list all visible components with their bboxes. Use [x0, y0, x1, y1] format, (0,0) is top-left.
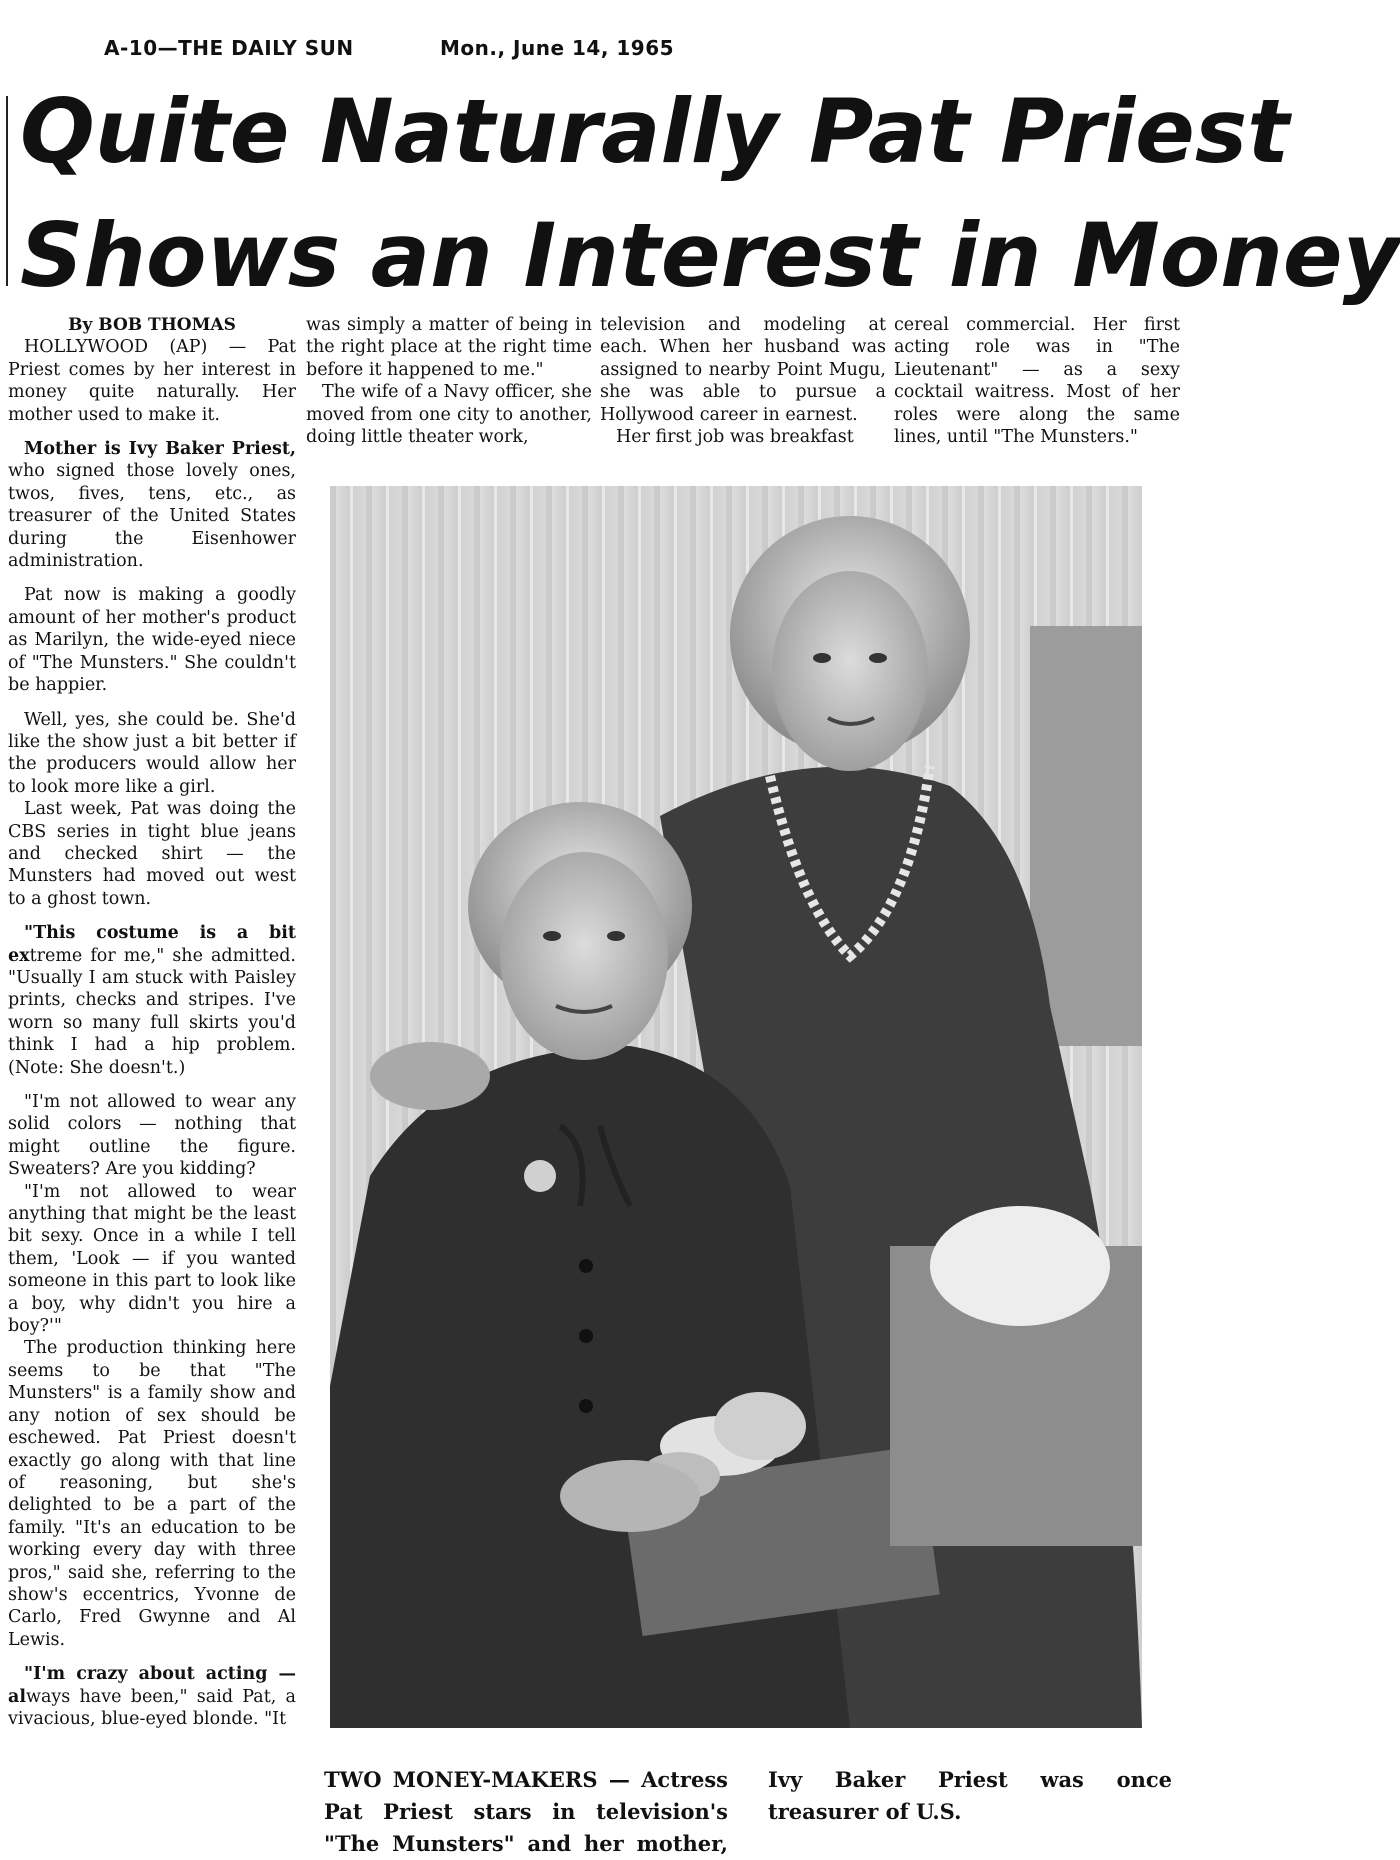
issue-date: Mon., June 14, 1965 — [440, 36, 675, 60]
paragraph: Mother is Ivy Baker Priest, who signed those lovely ones, twos, fives, tens, etc., as treasurer of the United States during the Eisenhower administration. — [8, 439, 296, 572]
hand-on-gift — [560, 1460, 700, 1532]
photo-illustration — [330, 486, 1142, 1728]
photo-caption: TWO MONEY-MAKERS — Actress Pat Priest stars in television's "The Munsters" and her mother, Ivy Baker Priest was once treasurer of U.S. — [324, 1767, 1172, 1856]
paragraph: HOLLYWOOD (AP) — Pat Priest comes by her interest in money quite naturally. Her mother used to make it. — [8, 337, 296, 425]
article-column-4 — [894, 314, 1180, 448]
paragraph: Last week, Pat was doing the CBS series in tight blue jeans and checked shirt — the Munsters had moved out west to a ghost town. — [8, 799, 296, 909]
second-gift-bow — [930, 1206, 1110, 1326]
photograph — [330, 486, 1142, 1728]
article-column-3 — [600, 314, 886, 448]
article-column-2 — [306, 314, 592, 448]
paragraph: "I'm not allowed to wear any solid colors — nothing that might outline the figure. Sweaters? Are you kidding? — [8, 1092, 296, 1180]
column-rule — [6, 96, 8, 286]
byline: By BOB THOMAS — [68, 315, 236, 335]
paragraph: was simply a matter of being in the right place at the right time before it happened to me." — [306, 315, 592, 380]
masthead — [104, 36, 675, 60]
brooch — [524, 1160, 556, 1192]
paragraph: Her first job was breakfast — [616, 427, 854, 448]
paragraph: "I'm not allowed to wear anything that might be the least bit sexy. Once in a while I tell them, 'Look — if you wanted someone in this part to look like a boy, why didn't you hire a boy?'" — [8, 1181, 296, 1337]
paragraph: The wife of a Navy officer, she moved from one city to another, doing little theater work, — [306, 382, 592, 448]
paragraph: "This costume is a bit extreme for me," she admitted. "Usually I am stuck with Paisley prints, checks and stripes. I've worn so many full skirts you'd think I had a hip problem. (Note: She doesn't.) — [8, 923, 296, 1078]
paragraph: The production thinking here seems to be that "The Munsters" is a family show and any notion of sex should be eschewed. Pat Priest doesn't exactly go along with that line of reasoning, but she's delighted to be a part of the family. "It's an education to be working every day with three pros," said she, referring to the show's eccentrics, Yvonne de Carlo, Fred Gwynne and Al Lewis. — [8, 1338, 296, 1650]
article-column-1 — [8, 314, 296, 1730]
paragraph: cereal commercial. Her first acting role was in "The Lieutenant" — as a sexy cocktail waitress. Most of her roles were along the same lines, until "The Munsters." — [894, 315, 1180, 448]
headline-line-1: Quite Naturally Pat Priest — [20, 80, 1290, 183]
chair-back — [1030, 626, 1142, 1046]
seated-woman-face — [500, 852, 668, 1060]
paragraph: television and modeling at each. When her husband was assigned to nearby Point Mugu, she was able to pursue a Hollywood career in earnest. — [600, 315, 886, 425]
seated-woman-dress — [330, 1046, 850, 1728]
paragraph: "I'm crazy about acting — always have been," said Pat, a vivacious, blue-eyed blonde. "It — [8, 1664, 296, 1729]
page-folio: A-10—THE DAILY SUN — [104, 36, 354, 60]
hand-on-shoulder — [370, 1042, 490, 1110]
standing-woman-face — [772, 571, 928, 771]
paragraph: Well, yes, she could be. She'd like the show just a bit better if the producers would allow her to look more like a girl. — [8, 709, 296, 797]
headline-line-2: Shows an Interest in Money — [20, 204, 1400, 307]
paragraph: Pat now is making a goodly amount of her mother's product as Marilyn, the wide-eyed niece of "The Munsters." She couldn't be happier. — [8, 585, 296, 696]
headline — [20, 70, 1400, 318]
